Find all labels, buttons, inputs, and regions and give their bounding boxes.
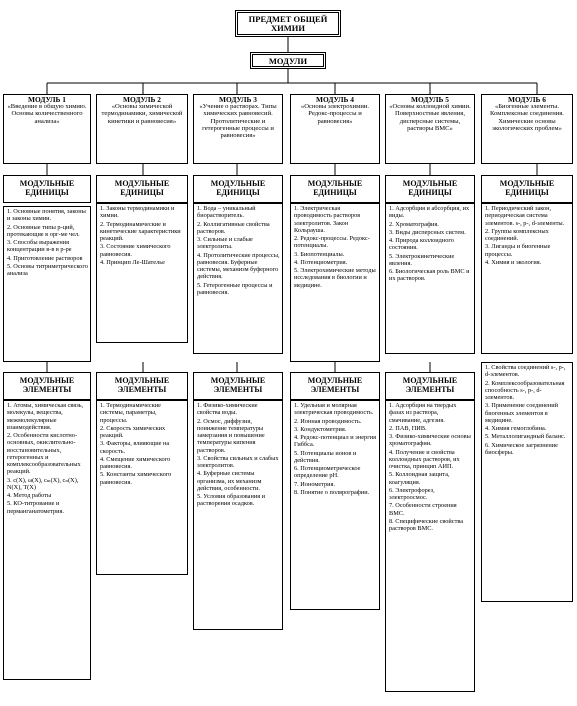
module-2-box xyxy=(96,94,188,164)
list-item: 2. Группы комплексных соединений. xyxy=(485,227,549,242)
list-item: 3. Виды дисперсных систем. xyxy=(389,228,466,236)
list-item: 5. Условия образования и растворения осадков. xyxy=(197,493,266,508)
list-item: 1. Вода – уникальный биорастворитель. xyxy=(197,205,256,220)
list-item: 2. ПАВ, ПИВ. xyxy=(389,424,427,432)
list-item: 5. Потенциалы ионов и действия. xyxy=(294,449,357,464)
modules-title: МОДУЛИ xyxy=(268,56,308,66)
units-header-4: МОДУЛЬНЫЕ ЕДИНИЦЫ xyxy=(290,175,380,203)
module-4-title: «Основы электрохимии. Редокс-процессы и равновесия» xyxy=(300,103,370,125)
list-item: 2. Хроматография. xyxy=(389,220,439,228)
list-item: 3. Состояние химического равновесия. xyxy=(100,243,171,258)
module-1-box xyxy=(3,94,91,164)
elements-list-2 xyxy=(96,400,188,575)
list-item: 1. Физико-химические свойства воды. xyxy=(197,402,258,417)
list-item: 4. Принцип Ле-Шателье xyxy=(100,258,165,266)
units-header-6: МОДУЛЬНЫЕ ЕДИНИЦЫ xyxy=(481,175,573,203)
elements-list-5 xyxy=(385,400,475,692)
units-list-1 xyxy=(3,206,91,362)
list-item: 3. Способы выражения концентрации в-в в р-ре xyxy=(7,239,72,254)
list-item: 1. Периодический закон, периодическая система элементов. s-, p-, d-элементы. xyxy=(485,205,565,227)
list-item: 6. Биологическая роль ВМС и их растворов. xyxy=(389,268,470,283)
list-item: 2. Коллигативные свойства растворов. xyxy=(197,220,270,235)
elements-header-1: МОДУЛЬНЫЕ ЭЛЕМЕНТЫ xyxy=(3,372,91,400)
module-3-name: МОДУЛЬ 3 xyxy=(219,95,257,104)
list-item: 1. Термодинамические системы, параметры, процессы. xyxy=(100,402,161,424)
modules-box xyxy=(250,52,326,69)
elements-list-4 xyxy=(290,400,380,610)
subject-title: ПРЕДМЕТ ОБЩЕЙ ХИМИИ xyxy=(248,14,328,33)
units-header-5: МОДУЛЬНЫЕ ЕДИНИЦЫ xyxy=(385,175,475,203)
list-item: 5. КО-титрование и перманганатометрия. xyxy=(7,500,64,515)
list-item: 1. Адсорбция на твердых фазах из раствора, смачивание, адгезия. xyxy=(389,402,457,424)
module-4-name: МОДУЛЬ 4 xyxy=(316,95,354,104)
list-item: 4. Потенциометрия. xyxy=(294,258,348,266)
list-item: 1. Удельная и молярная электрическая проводимость. xyxy=(294,402,374,417)
module-1-name: МОДУЛЬ 1 xyxy=(28,95,66,104)
list-item: 2. Комплексообразовательная способность s-, p-, d-элементов. xyxy=(485,379,565,401)
module-5-box xyxy=(385,94,475,164)
units-list-2 xyxy=(96,203,188,343)
units-header-2: МОДУЛЬНЫЕ ЕДИНИЦЫ xyxy=(96,175,188,203)
list-item: 3. Факторы, влияющие на скорость. xyxy=(100,440,170,455)
list-item: 3. c(X), ω(X), cₘ(X), cₙ(X), N(X), T(X) xyxy=(7,476,79,491)
list-item: 4. Химия гемоглобина. xyxy=(485,425,547,432)
module-3-title: «Учение о растворах. Типы химических равновесий. Протолитические и гетерогенные процессы и равновесия» xyxy=(199,103,277,140)
list-item: 4. Метод работы xyxy=(7,492,52,499)
list-item: 3. Физико-химические основы хроматографии. xyxy=(389,433,471,448)
module-2-name: МОДУЛЬ 2 xyxy=(123,95,161,104)
list-item: 5. Константы химического равновесия. xyxy=(100,471,172,486)
list-item: 1. Электрическая проводимость растворов электролитов. Закон Кольрауша. xyxy=(294,205,361,234)
list-item: 4. Природа коллоидного состояния. xyxy=(389,237,454,252)
list-item: 2. Основные типы р-ций, протекающие в орг-ме чел. xyxy=(7,223,80,238)
elements-list-3 xyxy=(193,400,283,630)
list-item: 3. Кондуктометрия. xyxy=(294,425,347,433)
list-item: 2. Скорость химических реакций. xyxy=(100,424,166,439)
elements-list-6 xyxy=(481,362,573,602)
units-header-3: МОДУЛЬНЫЕ ЕДИНИЦЫ xyxy=(193,175,283,203)
list-item: 5. Основы титриметрического анализа xyxy=(7,262,88,277)
list-item: 2. Осмос, диффузия, понижение температуры замерзания и повышение температуры кипения растворов. xyxy=(197,417,265,454)
module-1-title: «Введение в общую химию. Основы количественного анализа» xyxy=(7,103,87,125)
module-6-box xyxy=(481,94,573,164)
list-item: 5. Электрокинетические явления. xyxy=(389,252,455,267)
list-item: 4. Смещение химического равновесия. xyxy=(100,455,171,470)
module-6-name: МОДУЛЬ 6 xyxy=(508,95,546,104)
list-item: 4. Получение и свойства коллоидных растворов, их очистка, принцип АИП. xyxy=(389,448,460,470)
module-2-title: «Основы химической термодинамики, химической кинетики и равновесия» xyxy=(101,103,183,125)
list-item: 3. Биопотенциалы. xyxy=(294,250,345,258)
list-item: 7. Ионометрия. xyxy=(294,480,335,488)
module-4-box xyxy=(290,94,380,164)
list-item: 8. Понятие о полярографии. xyxy=(294,488,370,496)
elements-header-4: МОДУЛЬНЫЕ ЭЛЕМЕНТЫ xyxy=(290,372,380,400)
list-item: 2. Термодинамические и кинетические характеристики реакций. xyxy=(100,220,181,242)
list-item: 4. Буферные системы организма, их механизм действия, особенности. xyxy=(197,470,262,492)
list-item: 6. Электрофорез, электроосмос. xyxy=(389,486,435,501)
list-item: 5. Коллоидная защита, коагуляция. xyxy=(389,471,450,486)
units-list-5 xyxy=(385,203,475,354)
units-list-4 xyxy=(290,203,380,362)
list-item: 1. Законы термодинамики и химии. xyxy=(100,205,175,220)
list-item: 3. Применение соединений биогенных элементов в медицине. xyxy=(485,402,558,424)
list-item: 3. Сильные и слабые электролиты. xyxy=(197,236,253,251)
list-item: 3. Свойства сильных и слабых электролитов. xyxy=(197,454,279,469)
list-item: 5. Гетерогенные процессы и равновесия. xyxy=(197,281,273,296)
list-item: 4. Приготовление растворов xyxy=(7,254,83,262)
list-item: 2. Ионная проводимость. xyxy=(294,417,362,425)
subject-box xyxy=(235,10,341,37)
list-item: 4. Химия и экология. xyxy=(485,258,542,266)
list-item: 1. Свойства соединений s-, p-, d-элементов. xyxy=(485,364,566,379)
list-item: 8. Специфические свойства растворов ВМС. xyxy=(389,517,464,532)
elements-list-1 xyxy=(3,400,91,680)
list-item: 3. Лиганды и биогенные процессы. xyxy=(485,243,551,258)
list-item: 6. Химическое загрязнение биосферы. xyxy=(485,441,558,456)
module-5-name: МОДУЛЬ 5 xyxy=(411,95,449,104)
list-item: 6. Потенциометрическое определение pH. xyxy=(294,465,361,480)
list-item: 4. Редокс-потенциал и энергия Гиббса. xyxy=(294,434,377,449)
elements-header-5: МОДУЛЬНЫЕ ЭЛЕМЕНТЫ xyxy=(385,372,475,400)
units-list-6 xyxy=(481,203,573,354)
module-6-title: «Биогенные элементы. Комплексные соединения. Химические основы экологических проблем» xyxy=(490,103,564,132)
module-5-title: «Основы коллоидной химии. Поверхностные явления, дисперсные системы, растворы ВМС» xyxy=(389,103,471,132)
module-3-box xyxy=(193,94,283,164)
elements-header-2: МОДУЛЬНЫЕ ЭЛЕМЕНТЫ xyxy=(96,372,188,400)
list-item: 4. Протолитические процессы, равновесия. Буферные системы, механизм буферного действия. xyxy=(197,251,280,281)
list-item: 1. Адсорбция и абсорбция, их виды. xyxy=(389,205,470,220)
units-header-1: МОДУЛЬНЫЕ ЕДИНИЦЫ xyxy=(3,175,91,203)
list-item: 7. Особенности строения ВМС. xyxy=(389,502,457,517)
list-item: 2. Редокс-процессы. Редокс-потенциалы. xyxy=(294,235,370,250)
units-list-3 xyxy=(193,203,283,354)
elements-header-3: МОДУЛЬНЫЕ ЭЛЕМЕНТЫ xyxy=(193,372,283,400)
list-item: 1. Основные понятия, законы и законы химии. xyxy=(7,208,86,223)
list-item: 2. Особенности кислотно-основных, окислительно-восстановительных, гетерогенных и комплексообразовательных реакций. xyxy=(7,432,81,476)
list-item: 5. Электрохимические методы исследования в биологии и медицине. xyxy=(294,267,376,289)
list-item: 1. Атомы, химическая связь, молекулы, вещества, межмолекулярные взаимодействия. xyxy=(7,402,84,431)
list-item: 5. Металлолигандный баланс. xyxy=(485,433,566,441)
